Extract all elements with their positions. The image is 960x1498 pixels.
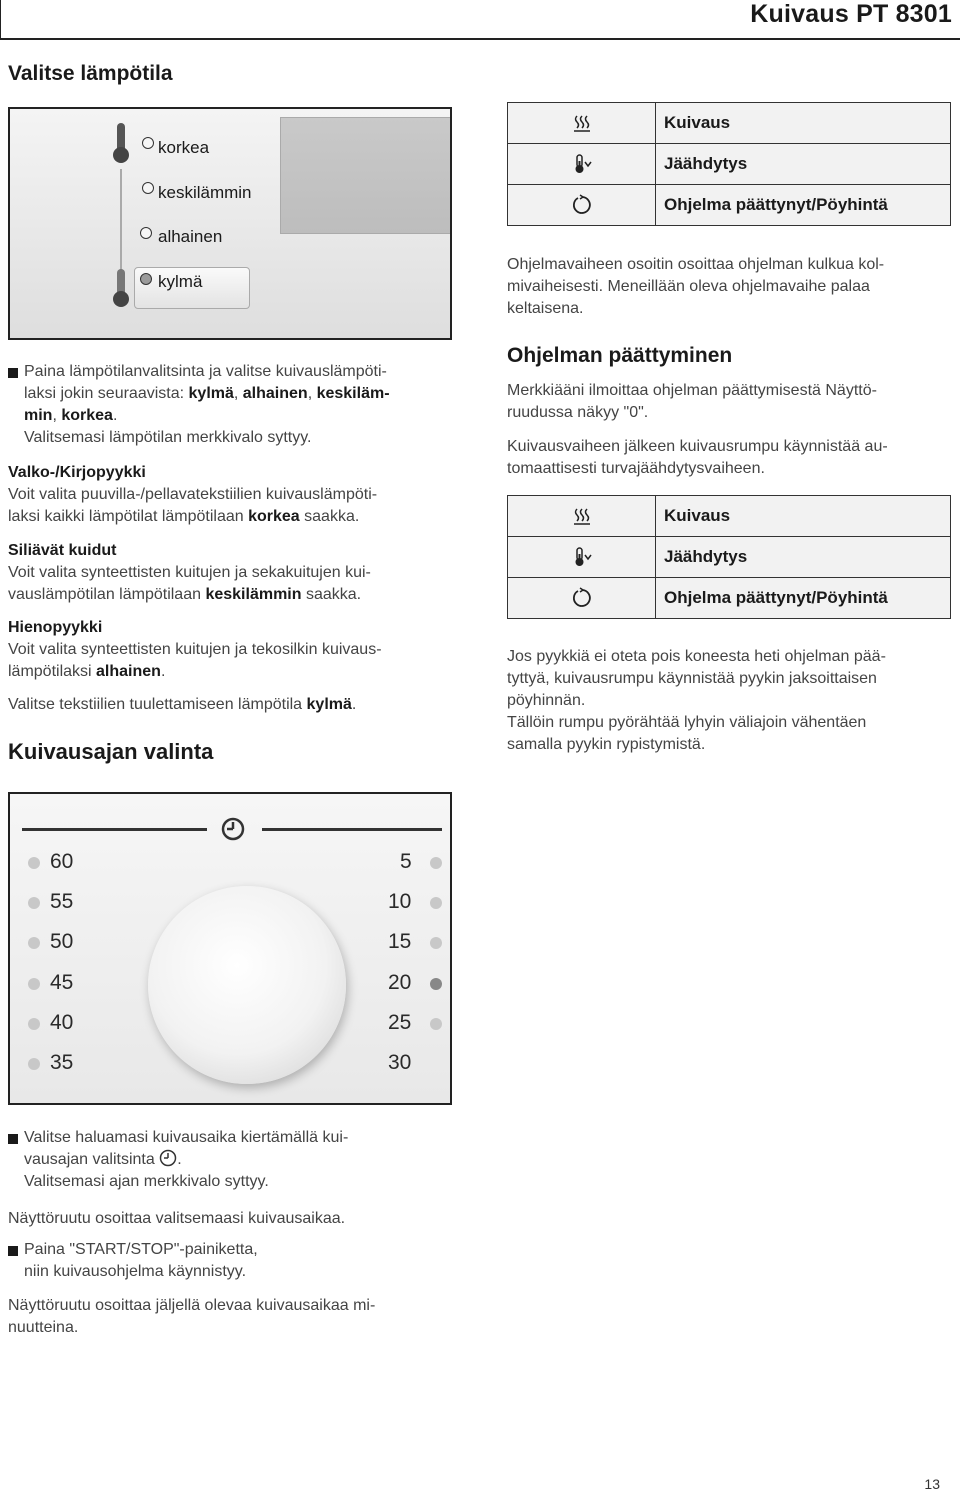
- section-title-program-end: Ohjelman päättyminen: [507, 344, 733, 367]
- status-row-paattynyt: [508, 185, 950, 225]
- time-value: 15: [388, 930, 412, 953]
- time-led: [28, 1058, 40, 1070]
- label-kylma: kylmä: [158, 272, 203, 291]
- time-value: 25: [388, 1011, 412, 1034]
- status-label: Jäähdytys: [656, 537, 950, 577]
- cycle-icon: [571, 194, 593, 216]
- text-indicator: Ohjelmavaiheen osoitin osoittaa ohjelman kulkua kol- mivaiheisesti. Meneillään oleva ohjelmavaihe palaa keltaisena.: [507, 256, 885, 317]
- panel-line-right: [262, 828, 442, 831]
- time-led: [430, 897, 442, 909]
- heat-waves-icon: [572, 113, 592, 133]
- heading-valko: Valko-/Kirjopyykki: [8, 464, 146, 481]
- heading-silia: Siliävät kuidut: [8, 542, 117, 559]
- display-window: [280, 117, 452, 234]
- text-remaining-time: Näyttöruutu osoittaa jäljellä olevaa kuivausaikaa mi- nuutteina.: [8, 1297, 376, 1336]
- time-led: [430, 857, 442, 869]
- time-led: [28, 897, 40, 909]
- time-led: [28, 937, 40, 949]
- instruction-temperature: Paina lämpötilanvalitsinta ja valitse kuivauslämpöti- laksi jokin seuraavista: kylmä, alhainen, keskiläm- min, korkea. Valitsemasi lämpötilan merkkivalo syttyy.: [24, 363, 390, 446]
- temperature-panel-illustration: [8, 107, 452, 340]
- heat-waves-icon: [572, 506, 592, 526]
- time-led: [28, 978, 40, 990]
- hot-thermometer-bulb: [113, 147, 129, 163]
- status-label: Kuivaus: [656, 103, 950, 143]
- panel-line-left: [22, 828, 207, 831]
- document-title: Kuivaus PT 8301: [750, 0, 952, 28]
- status-row-jaahdytys: [508, 144, 950, 185]
- section-title-temperature: Valitse lämpötila: [8, 62, 173, 85]
- time-value: 55: [50, 890, 74, 913]
- text-silia: Voit valita synteettisten kuitujen ja sekakuitujen kui- vauslämpötilan lämpötilaan keskilämmin saakka.: [8, 564, 371, 603]
- time-led: [430, 1018, 442, 1030]
- status-row-jaahdytys: [508, 537, 950, 578]
- led-korkea: [142, 137, 154, 149]
- status-label: Jäähdytys: [656, 144, 950, 184]
- status-row-paattynyt: [508, 578, 950, 618]
- thermometer-down-icon: [572, 546, 592, 568]
- program-status-table-2: [507, 495, 951, 619]
- bullet-marker: [8, 1134, 18, 1144]
- time-value: 35: [50, 1051, 74, 1074]
- status-label: Ohjelma päättynyt/Pöyhintä: [656, 185, 950, 225]
- text-end-signal: Merkkiääni ilmoittaa ohjelman päättymisestä Näyttö- ruudussa näkyy "0".: [507, 382, 877, 421]
- instruction-start: Paina "START/STOP"-painiketta, niin kuivausohjelma käynnistyy.: [24, 1241, 258, 1280]
- time-value: 60: [50, 850, 74, 873]
- clock-icon: [220, 816, 246, 842]
- header-tick: [0, 0, 1, 38]
- time-led-selected: [430, 978, 442, 990]
- led-alhainen: [140, 227, 152, 239]
- time-value: 50: [50, 930, 74, 953]
- time-value: 10: [388, 890, 412, 913]
- label-keskilammin: keskilämmin: [158, 183, 252, 202]
- status-label: Kuivaus: [656, 496, 950, 536]
- status-row-kuivaus: [508, 103, 950, 144]
- time-selector-knob: [148, 886, 346, 1084]
- text-cooling: Kuivausvaiheen jälkeen kuivausrumpu käynnistää au- tomaattisesti turvajäähdytysvaiheen.: [507, 438, 888, 477]
- led-keskilammin: [142, 182, 154, 194]
- time-panel-illustration: [8, 792, 452, 1105]
- label-alhainen: alhainen: [158, 227, 223, 246]
- status-row-kuivaus: [508, 496, 950, 537]
- scale-line: [120, 169, 122, 279]
- page-number: 13: [924, 1476, 940, 1492]
- text-fluffing: Jos pyykkiä ei oteta pois koneesta heti ohjelman pää- tyttyä, kuivausrumpu käynnistää pyykin jaksoittaisen pöyhinnän. Tällöin rumpu pyörähtää lyhyin väliajoin vähentäen samalla pyykin rypistymistä.: [507, 648, 886, 753]
- time-led: [28, 1018, 40, 1030]
- text-display-time: Näyttöruutu osoittaa valitsemaasi kuivausaikaa.: [8, 1210, 346, 1227]
- time-value: 45: [50, 971, 74, 994]
- cycle-icon: [571, 587, 593, 609]
- header-rule: [0, 38, 960, 40]
- time-value-selected: 20: [388, 971, 412, 994]
- bullet-marker: [8, 368, 18, 378]
- time-led: [430, 937, 442, 949]
- time-value: 40: [50, 1011, 74, 1034]
- heading-hieno: Hienopyykki: [8, 619, 103, 636]
- program-status-table: [507, 102, 951, 226]
- led-kylma: [140, 273, 152, 285]
- bullet-marker: [8, 1246, 18, 1256]
- text-hieno: Voit valita synteettisten kuitujen ja tekosilkin kuivaus- lämpötilaksi alhainen.: [8, 641, 382, 680]
- time-led: [28, 857, 40, 869]
- status-label: Ohjelma päättynyt/Pöyhintä: [656, 578, 950, 618]
- time-value: 5: [400, 850, 412, 873]
- text-valko: Voit valita puuvilla-/pellavatekstiilien kuivauslämpöti- laksi kaikki lämpötilat lämpötilaan korkea saakka.: [8, 486, 378, 525]
- section-title-drying-time: Kuivausajan valinta: [8, 739, 214, 764]
- time-value: 30: [388, 1051, 412, 1074]
- thermometer-down-icon: [572, 153, 592, 175]
- text-tuuletus: Valitse tekstiilien tuulettamiseen lämpötila kylmä.: [8, 696, 357, 713]
- cold-thermometer-bulb: [113, 291, 129, 307]
- clock-icon: [159, 1149, 177, 1167]
- label-korkea: korkea: [158, 138, 210, 157]
- instruction-time: Valitse haluamasi kuivausaika kiertämällä kui- vausajan valitsinta . Valitsemasi ajan merkkivalo syttyy.: [24, 1129, 349, 1190]
